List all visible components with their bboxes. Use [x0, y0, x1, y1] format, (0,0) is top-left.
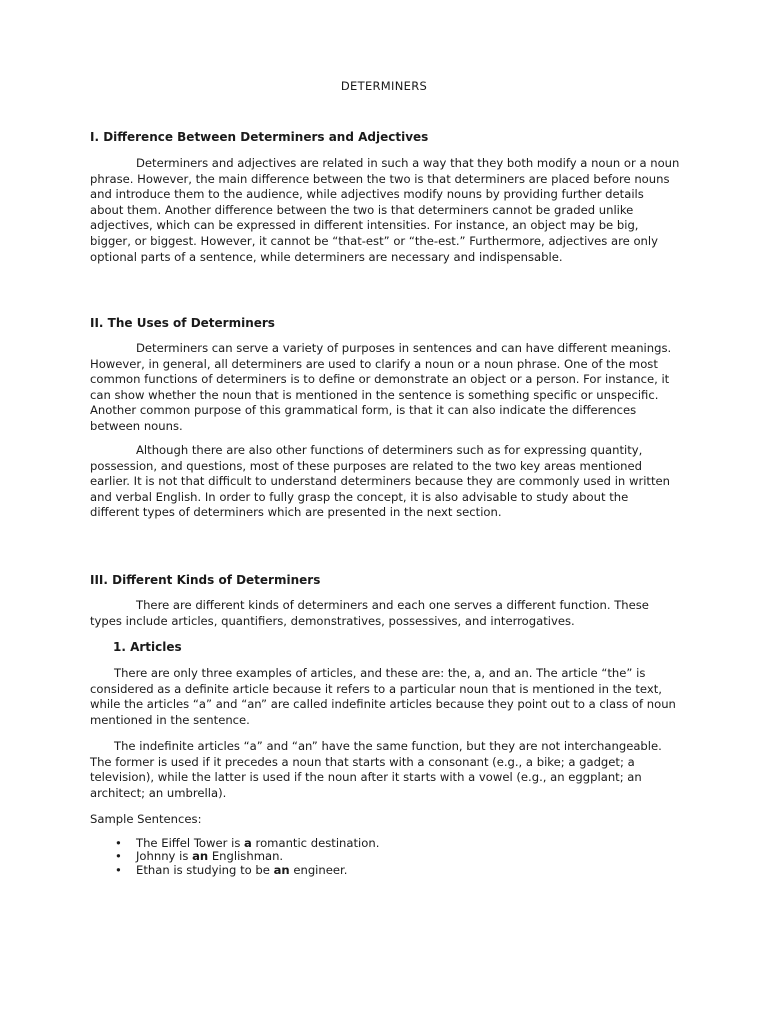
section-2-paragraph-2: Although there are also other functions of determiners such as for expressing quantity, possession, and questions, most of these purposes are related to the two key areas mentioned earlier. It is not that difficult to understand determiners because they are commonly used in written and verbal English. In order to fully grasp the concept, it is also advisable to study about the different types of determiners which are presented in the next section. — [90, 443, 671, 520]
document-title: DETERMINERS — [340, 79, 428, 93]
sample-sentences-label: Sample Sentences: — [90, 812, 202, 826]
articles-paragraph-2: The indefinite articles “a” and “an” have the same function, but they are not interchangeable. The former is used if it precedes a noun that starts with a consonant (e.g., a bike; a gadget; a television), while the latter is used if the noun after it starts with a vowel (e.g., an eggplant; an architect; an umbrella). — [90, 739, 662, 800]
articles-heading: 1. Articles — [113, 640, 182, 654]
bullet-icon: • — [115, 849, 122, 864]
bullet-icon: • — [115, 836, 122, 850]
section-1-paragraph: Determiners and adjectives are related in such a way that they both modify a noun or a noun phrase. However, the main difference between the two is that determiners are placed before nouns and introduce them to the audience, while adjectives modify nouns by providing further details about them. Another difference between the two is that determiners cannot be graded unlike adjectives, which can be expressed in different intensities. For instance, an object may be big, bigger, or biggest. However, it cannot be “that-est” or “the-est.” Furthermore, adjectives are only optional parts of a sentence, while determiners are necessary and indispensable. — [90, 156, 680, 264]
bullet-icon: • — [115, 862, 122, 877]
list-item: • The Eiffel Tower is a romantic destination. — [115, 836, 380, 850]
section-2-heading: II. The Uses of Determiners — [90, 316, 275, 330]
sample-sentences-list — [115, 837, 379, 877]
list-item: • Johnny is an Englishman. — [115, 849, 284, 864]
section-1-heading: I. Difference Between Determiners and Adjectives — [90, 130, 429, 144]
section-3-paragraph: There are different kinds of determiners and each one serves a different function. These types include articles, quantifiers, demonstratives, possessives, and interrogatives. — [90, 598, 649, 628]
list-item: • Ethan is studying to be an engineer. — [115, 862, 348, 877]
section-2-paragraph-1: Determiners can serve a variety of purposes in sentences and can have different meanings. However, in general, all determiners are used to clarify a noun or a noun phrase. One of the most common functions of determiners is to define or demonstrate an object or a person. For instance, it can show whether the noun that is mentioned in the sentence is something specific or unspecific. Another common purpose of this grammatical form, is that it can also indicate the differences between nouns. — [90, 341, 672, 433]
articles-paragraph-1: There are only three examples of articles, and these are: the, a, and an. The article “the” is considered as a definite article because it refers to a particular noun that is mentioned in the text, while the articles “a” and “an” are called indefinite articles because they point out to a class of noun mentioned in the sentence. — [90, 666, 676, 727]
section-3-heading: III. Different Kinds of Determiners — [90, 573, 321, 587]
